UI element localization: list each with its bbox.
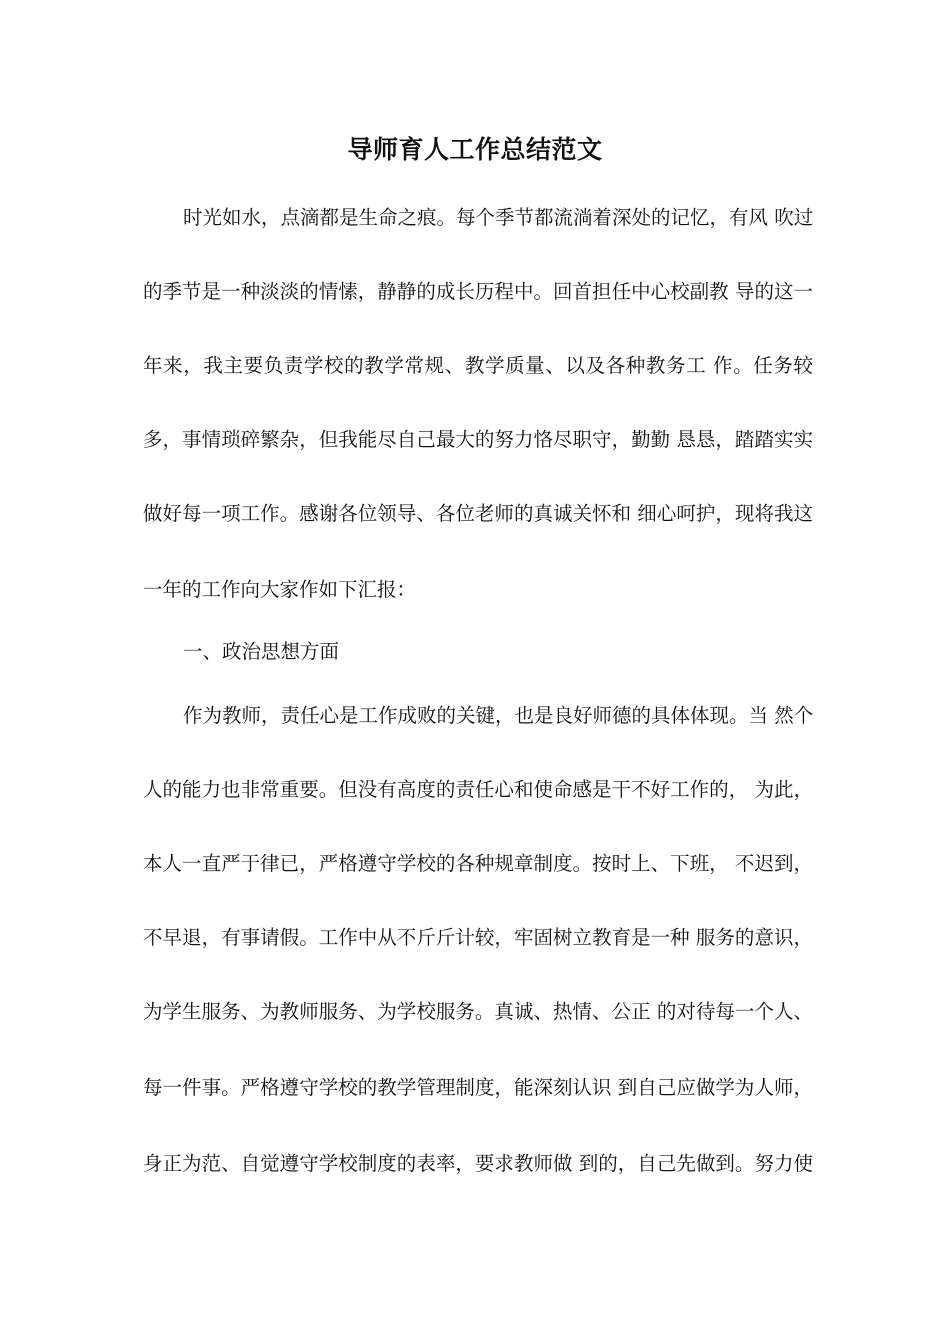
paragraph-line: 人的能力也非常重要。但没有高度的责任心和使命感是干不好工作的， 为此， [143, 778, 813, 801]
paragraph-line: 一年的工作向大家作如下汇报： [143, 578, 417, 601]
section-heading: 一、政治思想方面 [183, 640, 340, 663]
document-title: 导师育人工作总结范文 [347, 135, 603, 164]
paragraph-line: 本人一直严于律已，严格遵守学校的各种规章制度。按时上、下班， 不迟到， [143, 852, 813, 875]
paragraph-line: 的季节是一种淡淡的情愫，静静的成长历程中。回首担任中心校副教 导的这一 [143, 280, 813, 303]
paragraph-line: 年来，我主要负责学校的教学常规、教学质量、以及各种教务工 作。任务较 [143, 354, 813, 377]
paragraph-line: 不早退，有事请假。工作中从不斤斤计较，牢固树立教育是一种 服务的意识， [143, 926, 813, 949]
paragraph-line: 做好每一项工作。感谢各位领导、各位老师的真诚关怀和 细心呵护，现将我这 [143, 502, 813, 525]
paragraph-line: 身正为范、自觉遵守学校制度的表率，要求教师做 到的，自己先做到。努力使 [143, 1152, 813, 1175]
paragraph-line: 为学生服务、为教师服务、为学校服务。真诚、热情、公正 的对待每一个人、 [143, 1000, 813, 1023]
paragraph-line: 每一件事。严格遵守学校的教学管理制度，能深刻认识 到自己应做学为人师， [143, 1076, 813, 1099]
paragraph-line: 时光如水，点滴都是生命之痕。每个季节都流淌着深处的记忆，有风 吹过 [183, 206, 814, 229]
paragraph-line: 作为教师，责任心是工作成败的关键，也是良好师德的具体体现。当 然个 [183, 704, 814, 727]
paragraph-line: 多，事情琐碎繁杂，但我能尽自己最大的努力恪尽职守，勤勤 恳恳，踏踏实实 [143, 428, 813, 451]
